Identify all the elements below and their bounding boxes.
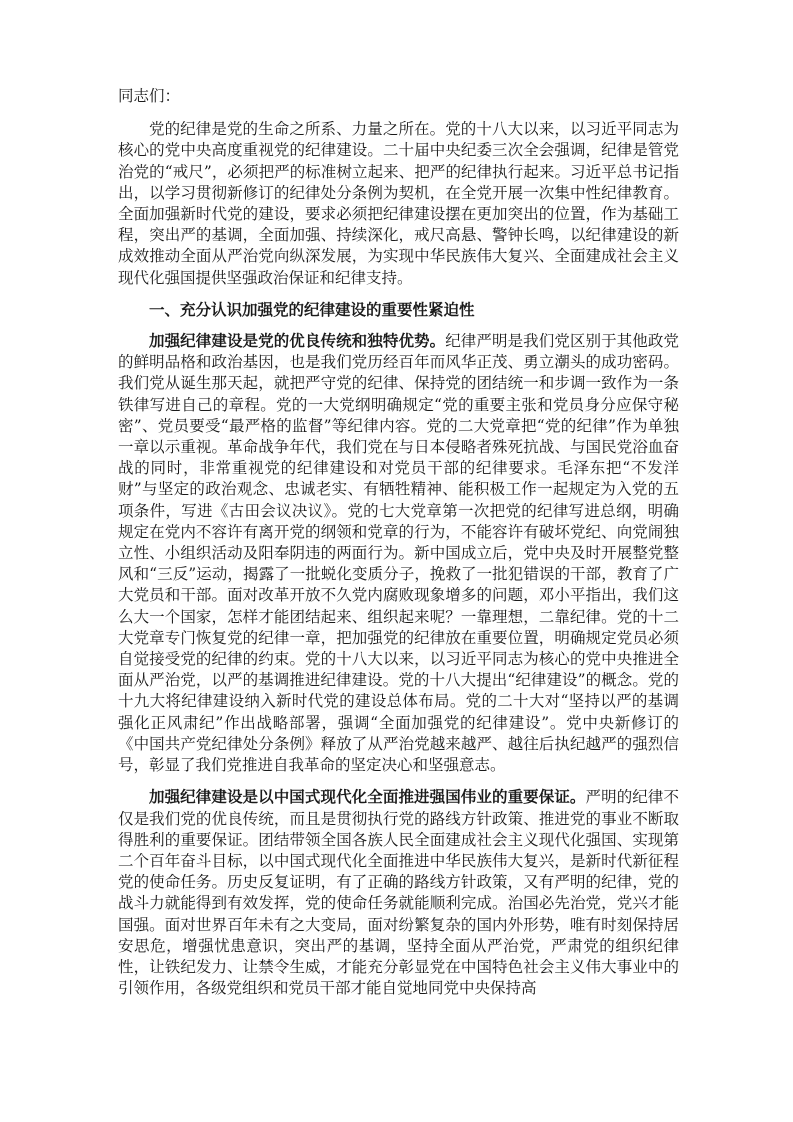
section-heading-1: 一、充分认识加强党的纪律建设的重要性紧迫性 (149, 299, 475, 319)
body-paragraph-2 (118, 786, 679, 999)
body-paragraph-1 (118, 330, 679, 776)
paragraph-lead-1: 加强纪律建设是党的优良传统和独特优势。 (149, 331, 446, 351)
paragraph-body-1: 纪律严明是我们党区别于其他政党的鲜明品格和政治基因，也是我们党历经百年而风华正茂、勇立潮头的成功密码。我们党从诞生那天起，就把严守党的纪律、保持党的团结统一和步调一致作为一条铁律写进自己的章程。党的一大党纲明确规定“党的重要主张和党员身分应保守秘密”、党员要受“最严格的监督”等纪律内容。党的二大党章把“党的纪律”作为单独一章以示重视。革命战争年代，我们党在与日本侵略者殊死抗战、与国民党浴血奋战的同时，非常重视党的纪律建设和对党员干部的纪律要求。毛泽东把“不发洋财”与坚定的政治观念、忠诚老实、有牺牲精神、能积极工作一起规定为入党的五项条件，写进《古田会议决议》。党的七大党章第一次把党的纪律写进总纲，明确规定在党内不容许有离开党的纲领和党章的行为，不能容许有破坏党纪、向党闹独立性、小组织活动及阳奉阴违的两面行为。新中国成立后，党中央及时开展整党整风和“三反”运动，揭露了一批蜕化变质分子，挽救了一批犯错误的干部，教育了广大党员和干部。面对改革开放不久党内腐败现象增多的问题，邓小平指出，我们这么大一个国家，怎样才能团结起来、组织起来呢？一靠理想，二靠纪律。党的十二大党章专门恢复党的纪律一章，把加强党的纪律放在重要位置，明确规定党员必须自觉接受党的纪律的约束。党的十八大以来，以习近平同志为核心的党中央推进全面从严治党，以严的基调推进纪律建设。党的十八大提出“纪律建设”的概念。党的十九大将纪律建设纳入新时代党的建设总体布局。党的二十大对“坚持以严的基调强化正风肃纪”作出战略部署，强调“全面加强党的纪律建设”。党中央新修订的《中国共产党纪律处分条例》释放了从严治党越来越严、越往后执纪越严的强烈信号，彰显了我们党推进自我革命的坚定决心和坚强意志。 (118, 332, 679, 775)
paragraph-body-2: 严明的纪律不仅是我们党的优良传统，而且是贯彻执行党的路线方针政策、推进党的事业不断取得胜利的重要保证。团结带领全国各族人民全面建成社会主义现代化强国、实现第二个百年奋斗目标，以中国式现代化全面推进中华民族伟大复兴，是新时代新征程党的使命任务。历史反复证明，有了正确的路线方针政策，又有严明的纪律，党的战斗力就能得到有效发挥，党的使命任务就能顺利完成。治国必先治党，党兴才能国强。面对世界百年未有之大变局，面对纷繁复杂的国内外形势，唯有时刻保持居安思危，增强忧患意识，突出严的基调，坚持全面从严治党，严肃党的组织纪律性，让铁纪发力、让禁令生威，才能充分彰显党在中国特色社会主义伟大事业中的引领作用，各级党组织和党员干部才能自觉地同党中央保持高 (118, 788, 679, 998)
intro-paragraph: 党的纪律是党的生命之所系、力量之所在。党的十八大以来，以习近平同志为核心的党中央高度重视党的纪律建设。二十届中央纪委三次全会强调，纪律是管党治党的“戒尺”，必须把严的标准树立起来、把严的纪律执行起来。习近平总书记指出，以学习贯彻新修订的纪律处分条例为契机，在全党开展一次集中性纪律教育。全面加强新时代党的建设，要求必须把纪律建设摆在更加突出的位置，作为基础工程，突出严的基调，全面加强、持续深化，戒尺高悬、警钟长鸣，以纪律建设的新成效推动全面从严治党向纵深发展，为实现中华民族伟大复兴、全面建成社会主义现代化强国提供坚强政治保证和纪律支持。 (118, 120, 679, 287)
paragraph-lead-2: 加强纪律建设是以中国式现代化全面推进强国伟业的重要保证。 (149, 787, 586, 807)
salutation: 同志们： (118, 87, 181, 105)
